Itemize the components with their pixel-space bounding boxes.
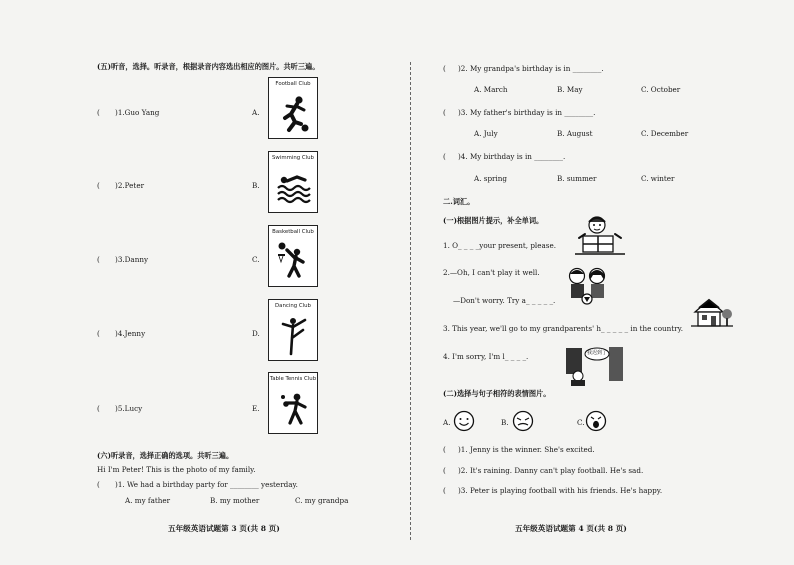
vocab-sub1: (一)根据图片提示，补全单词。 <box>443 216 544 225</box>
question-4: )4. My birthday is in ________. <box>458 152 566 161</box>
smiling-face-icon <box>453 410 475 432</box>
club-caption: Dancing Club <box>275 303 311 309</box>
word-q4: 4. I'm sorry, I'm l_ _ _ _. <box>443 352 529 361</box>
option-c: C. December <box>641 129 689 138</box>
answer-paren-open: ( <box>97 404 100 413</box>
option-b: B. May <box>557 85 583 94</box>
item-label-3: )3.Danny <box>115 255 149 264</box>
word-q2b: —Don't worry. Try a_ _ _ _ _. <box>453 296 556 305</box>
table-tennis-club-card <box>268 372 318 434</box>
answer-paren-open: ( <box>97 329 100 338</box>
answer-paren-open: ( <box>97 480 100 489</box>
sentence-2: )2. It's raining. Danny can't play football. He's sad. <box>458 466 644 475</box>
dancing-club-card <box>268 299 318 361</box>
option-c: C. my grandpa <box>295 496 349 505</box>
speech-bubble-text: 我迟到了 <box>587 350 608 356</box>
answer-paren-open: ( <box>443 486 446 495</box>
word-q2a: 2.—Oh, I can't play it well. <box>443 268 540 277</box>
section5-title: (五)听音，选择。听录音，根据录音内容选出相应的图片。共听三遍。 <box>97 62 320 71</box>
club-caption: Swimming Club <box>272 155 314 161</box>
dancer-icon <box>277 316 311 356</box>
option-letter-d: D. <box>252 329 260 338</box>
question-3: )3. My father's birthday is in ________. <box>458 108 596 117</box>
option-letter-c: C. <box>252 255 260 264</box>
answer-paren-open: ( <box>443 466 446 475</box>
item-label-4: )4.Jenny <box>115 329 146 338</box>
answer-paren-open: ( <box>97 255 100 264</box>
option-letter-b: B. <box>252 181 260 190</box>
vocab-sub2: (二)选择与句子相符的表情图片。 <box>443 389 551 398</box>
table-tennis-player-icon <box>277 389 311 429</box>
option-letter-a: A. <box>252 108 260 117</box>
football-club-card <box>268 77 318 139</box>
swimming-club-card <box>268 151 318 213</box>
item-label-1: )1.Guo Yang <box>115 108 160 117</box>
face-label-b: B. <box>501 418 509 427</box>
kids-playing-illustration <box>565 266 611 306</box>
swimmer-icon <box>277 168 311 208</box>
word-q3: 3. This year, we'll go to my grandparents' h_ _ _ _ _ in the country. <box>443 324 683 333</box>
answer-paren-open: ( <box>443 108 446 117</box>
option-a: A. March <box>474 85 508 94</box>
sentence-1: )1. Jenny is the winner. She's excited. <box>458 445 595 454</box>
section6-intro: Hi I'm Peter! This is the photo of my family. <box>97 465 256 474</box>
club-caption: Football Club <box>275 81 311 87</box>
answer-paren-open: ( <box>443 445 446 454</box>
option-c: C. winter <box>641 174 675 183</box>
answer-paren-open: ( <box>97 108 100 117</box>
option-letter-e: E. <box>252 404 260 413</box>
option-a: A. my father <box>125 496 171 505</box>
country-house-illustration <box>691 296 733 330</box>
basketball-club-card <box>268 225 318 287</box>
word-q1: 1. O_ _ _ _your present, please. <box>443 241 556 250</box>
item-label-2: )2.Peter <box>115 181 145 190</box>
option-b: B. summer <box>557 174 597 183</box>
basketball-player-icon <box>277 242 311 282</box>
gift-boy-illustration <box>575 214 625 256</box>
club-caption: Basketball Club <box>272 229 314 235</box>
question-2: )2. My grandpa's birthday is in ________. <box>458 64 604 73</box>
page-footer-3: 五年级英语试题第 3 页(共 8 页) <box>168 524 280 533</box>
option-a: A. spring <box>474 174 508 183</box>
section6-title: (六)听录音，选择正确的选项。共听三遍。 <box>97 451 234 460</box>
option-c: C. October <box>641 85 681 94</box>
club-caption: Table Tennis Club <box>269 376 317 382</box>
answer-paren-open: ( <box>443 152 446 161</box>
excited-face-icon <box>585 410 607 432</box>
crying-face-icon <box>512 410 534 432</box>
option-a: A. July <box>474 129 498 138</box>
right-page <box>397 0 794 565</box>
option-b: B. my mother <box>210 496 260 505</box>
vocab-title: 二.词汇。 <box>443 197 475 206</box>
face-label-c: C. <box>577 418 585 427</box>
option-b: B. August <box>557 129 593 138</box>
question-1: )1. We had a birthday party for ________ yesterday. <box>115 480 298 489</box>
football-player-icon <box>277 94 311 134</box>
item-label-5: )5.Lucy <box>115 404 143 413</box>
late-classroom-illustration <box>565 345 625 387</box>
answer-paren-open: ( <box>443 64 446 73</box>
sentence-3: )3. Peter is playing football with his friends. He's happy. <box>458 486 663 495</box>
answer-paren-open: ( <box>97 181 100 190</box>
face-label-a: A. <box>443 418 451 427</box>
page-footer-4: 五年级英语试题第 4 页(共 8 页) <box>515 524 627 533</box>
